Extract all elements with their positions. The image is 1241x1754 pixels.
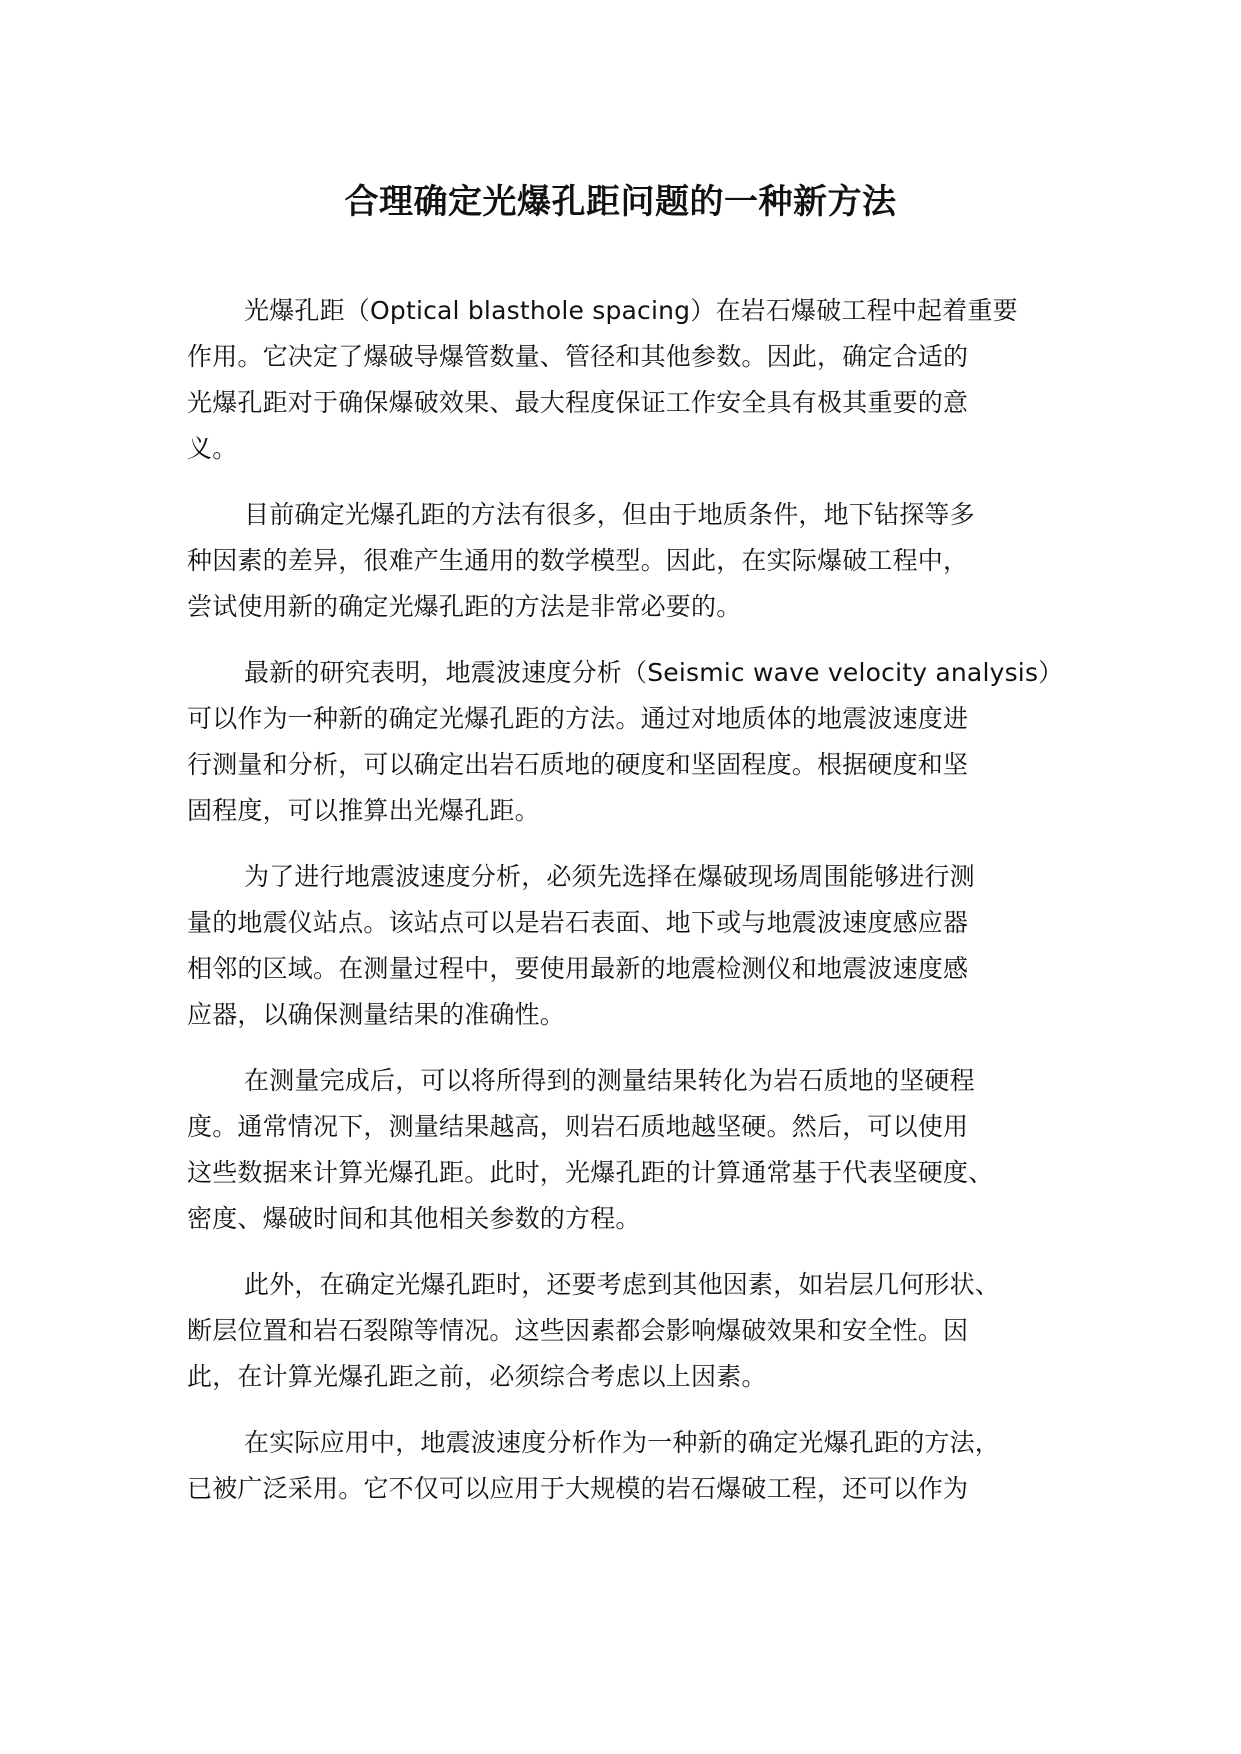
paragraph-5 bbox=[187, 1058, 1087, 1242]
document-title: 合理确定光爆孔距问题的一种新方法 bbox=[344, 182, 897, 222]
paragraph-line: 种因素的差异，很难产生通用的数学模型。因此，在实际爆破工程中， bbox=[187, 546, 969, 575]
paragraph-line: 这些数据来计算光爆孔距。此时，光爆孔距的计算通常基于代表坚硬度、 bbox=[187, 1158, 994, 1187]
paragraph-line: 此外，在确定光爆孔距时，还要考虑到其他因素，如岩层几何形状、 bbox=[244, 1270, 1001, 1299]
paragraph-line: 度。通常情况下，测量结果越高，则岩石质地越坚硬。然后，可以使用 bbox=[187, 1112, 969, 1141]
paragraph-line: 断层位置和岩石裂隙等情况。这些因素都会影响爆破效果和安全性。因 bbox=[187, 1316, 969, 1345]
paragraph-7 bbox=[187, 1420, 1087, 1512]
paragraph-line: 相邻的区域。在测量过程中，要使用最新的地震检测仪和地震波速度感 bbox=[187, 954, 969, 983]
document-body bbox=[187, 288, 1087, 1532]
paragraph-3 bbox=[187, 650, 1087, 834]
paragraph-line: 最新的研究表明，地震波速度分析（Seismic wave velocity analysis） bbox=[244, 658, 1064, 687]
paragraph-1 bbox=[187, 288, 1087, 472]
paragraph-line: 行测量和分析，可以确定出岩石质地的硬度和坚固程度。根据硬度和坚 bbox=[187, 750, 969, 779]
paragraph-line: 在实际应用中，地震波速度分析作为一种新的确定光爆孔距的方法， bbox=[244, 1428, 1001, 1457]
paragraph-line: 已被广泛采用。它不仅可以应用于大规模的岩石爆破工程，还可以作为 bbox=[187, 1474, 969, 1503]
paragraph-line: 量的地震仪站点。该站点可以是岩石表面、地下或与地震波速度感应器 bbox=[187, 908, 969, 937]
paragraph-2 bbox=[187, 492, 1087, 630]
paragraph-line: 固程度，可以推算出光爆孔距。 bbox=[187, 796, 540, 825]
paragraph-line: 密度、爆破时间和其他相关参数的方程。 bbox=[187, 1204, 641, 1233]
paragraph-line: 可以作为一种新的确定光爆孔距的方法。通过对地质体的地震波速度进 bbox=[187, 704, 969, 733]
paragraph-6 bbox=[187, 1262, 1087, 1400]
paragraph-line: 为了进行地震波速度分析，必须先选择在爆破现场周围能够进行测 bbox=[244, 862, 975, 891]
paragraph-line: 应器，以确保测量结果的准确性。 bbox=[187, 1000, 566, 1029]
paragraph-line: 在测量完成后，可以将所得到的测量结果转化为岩石质地的坚硬程 bbox=[244, 1066, 975, 1095]
paragraph-line: 此，在计算光爆孔距之前，必须综合考虑以上因素。 bbox=[187, 1362, 767, 1391]
paragraph-line: 目前确定光爆孔距的方法有很多，但由于地质条件，地下钻探等多 bbox=[244, 500, 975, 529]
paragraph-line: 尝试使用新的确定光爆孔距的方法是非常必要的。 bbox=[187, 592, 742, 621]
paragraph-line: 作用。它决定了爆破导爆管数量、管径和其他参数。因此，确定合适的 bbox=[187, 342, 969, 371]
paragraph-4 bbox=[187, 854, 1087, 1038]
paragraph-line: 光爆孔距（Optical blasthole spacing）在岩石爆破工程中起着重要 bbox=[244, 296, 1018, 325]
paragraph-line: 光爆孔距对于确保爆破效果、最大程度保证工作安全具有极其重要的意 bbox=[187, 388, 969, 417]
paragraph-line: 义。 bbox=[187, 434, 238, 463]
